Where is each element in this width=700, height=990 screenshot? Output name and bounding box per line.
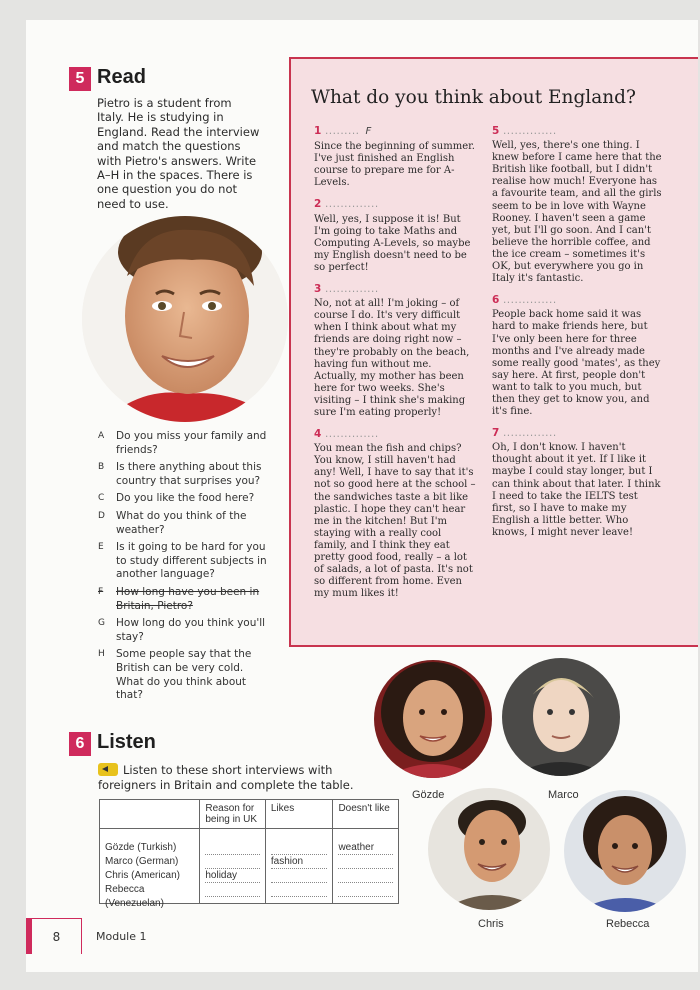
answer-blank[interactable]: ......... F [324, 125, 372, 137]
dislikes-entry[interactable] [338, 883, 393, 897]
rebecca-photo [564, 790, 686, 912]
question-letter: H [98, 649, 105, 660]
question-letter: A [98, 431, 105, 441]
question-list [98, 430, 268, 707]
gozde-caption: Gözde [412, 789, 445, 801]
question-item [98, 541, 268, 582]
table-header-cell: Doesn't like [333, 800, 399, 829]
answer-blank[interactable]: .............. [502, 125, 557, 137]
question-text: Do you like the food here? [116, 492, 255, 505]
answer-text: You mean the fish and chips? You know, I still haven't had any! Well, I have to say that it's not so good here at the school – the sandwiches taste a bit like plastic. I hope they can't hear me in the kitchen! But I'm staying with a really cool family, and I think they eat pretty good food, really – a lot of salads, a lot of pasta. It's not so different from home. Even my mum likes it! [314, 443, 476, 600]
reason-entry[interactable] [205, 883, 260, 897]
answer-number-label: 2 [314, 198, 322, 211]
section-5-title: Read [97, 66, 146, 88]
person-name: Rebecca (Venezuelan) [105, 884, 164, 909]
table-dislikes-cell [333, 829, 399, 904]
pietro-portrait-image [82, 216, 288, 422]
marco-photo [502, 658, 620, 776]
question-item [98, 648, 268, 702]
question-letter: D [98, 510, 105, 521]
question-item [98, 430, 268, 457]
page-number: 8 [32, 918, 82, 954]
audio-speaker-icon[interactable] [98, 763, 118, 776]
chris-caption: Chris [478, 918, 504, 930]
section-5-number: 5 [69, 67, 91, 91]
reading-title: What do you think about England? [311, 87, 636, 108]
table-header-cell: Likes [265, 800, 333, 829]
answer-blank[interactable]: .............. [324, 283, 379, 296]
reason-entry[interactable] [205, 855, 260, 869]
likes-entry[interactable] [271, 841, 328, 855]
answers-column-right [492, 125, 662, 548]
section-5-instructions: Pietro is a student from Italy. He is studying in England. Read the interview and match the questions with Pietro's answers. Write A–H in the spaces. There is one question you do not need to use. [97, 96, 260, 211]
question-item [98, 461, 268, 488]
section-6-number: 6 [69, 732, 91, 756]
answer-number [314, 283, 477, 295]
person-name: Chris (American) [105, 870, 181, 881]
rebecca-portrait-image [564, 790, 686, 912]
section-6-instructions-text: Listen to these short interviews with foreigners in Britain and complete the table. [98, 763, 354, 792]
pietro-photo [82, 216, 288, 422]
answer-number [492, 294, 662, 306]
dislikes-entry[interactable]: weather [338, 841, 393, 855]
module-label: Module 1 [96, 930, 147, 943]
reason-entry[interactable] [205, 841, 260, 855]
question-letter: F [98, 586, 104, 597]
answer-text: No, not at all! I'm joking – of course I do. It's very difficult when I think about what my friends are doing right now – they're probably on the beach, having fun without me. Actually, my mother has been here for two weeks. She's visiting – I think she's making sure I'm eating properly! [314, 298, 470, 418]
answer-text: People back home said it was hard to make friends here, but I've only been here for three months and I've already made some really good 'mates', as they say here. At first, people don't want to talk to you much, but then they get to know you, and it's fine. [492, 309, 661, 418]
section-6-title: Listen [97, 731, 156, 753]
answer-text: Since the beginning of summer. I've just finished an English course to prepare me for A-Levels. [314, 141, 475, 189]
answer-blank[interactable]: .............. [502, 294, 557, 307]
likes-entry[interactable] [271, 883, 328, 897]
question-text: Some people say that the British can be very cold. What do you think about that? [116, 648, 252, 702]
reading-box [289, 57, 698, 647]
answer-text: Well, yes, there's one thing. I knew before I came here that the British like football, but I didn't realise how much! Everyone has a favourite team, and all the girls seem to be in love with Wayne Rooney. I haven't seen a game yet, but I'll go soon. And I can't believe the horrible coffee, and the ice cream – sometimes it's OK, but everywhere you go in Italy it's fantastic. [492, 140, 662, 285]
question-item [98, 510, 268, 537]
table-header-cell: Reason for being in UK [200, 800, 266, 829]
answer-number-label: 1 [314, 125, 322, 137]
answer-number [314, 198, 477, 210]
question-letter: B [98, 462, 105, 473]
answer-blank[interactable]: .............. [324, 198, 379, 211]
marco-portrait-image [502, 658, 620, 776]
table-reason-cell [200, 829, 266, 904]
likes-entry[interactable]: fashion [271, 855, 328, 869]
question-text: Is it going to be hard for you to study different subjects in another language? [116, 541, 267, 581]
question-letter: E [98, 542, 104, 553]
reason-entry[interactable]: holiday [205, 869, 260, 883]
answer-number-label: 5 [492, 125, 500, 137]
question-text: How long do you think you'll stay? [116, 617, 266, 643]
table-body-row [100, 829, 399, 904]
answer-number-label: 6 [492, 294, 500, 307]
answer-text: Oh, I don't know. I haven't thought about it yet. If I like it maybe I could stay longer, but I can think about that later. I think I need to take the IELTS test first, so I have to make my English a little better. Who knows, I might never leave! [492, 442, 661, 538]
question-text: Do you miss your family and friends? [116, 430, 267, 456]
answer-blank[interactable]: .............. [502, 427, 557, 440]
person-name: Gözde (Turkish) [105, 842, 177, 853]
answer-filled-letter: F [365, 126, 372, 137]
answer-number-label: 3 [314, 283, 322, 296]
answer-number [492, 427, 662, 439]
question-letter: C [98, 493, 105, 504]
question-text: How long have you been in Britain, Pietro? [116, 585, 260, 612]
answer-text: Well, yes, I suppose it is! But I'm going to take Maths and Computing A-Levels, so maybe my English doesn't need to be so perfect! [314, 213, 471, 273]
chris-photo [428, 788, 550, 910]
chris-portrait-image [428, 788, 550, 910]
answer-blank[interactable]: .............. [324, 428, 379, 441]
answer-number [314, 125, 477, 138]
table-header-cell [100, 800, 200, 829]
section-6-instructions [98, 763, 368, 793]
question-item-used [98, 586, 268, 613]
question-letter: G [98, 618, 105, 629]
dislikes-entry[interactable] [338, 869, 393, 883]
answer-number [314, 428, 477, 440]
table-likes-cell [265, 829, 333, 904]
question-item [98, 617, 268, 644]
question-item [98, 492, 268, 506]
marco-caption: Marco [548, 789, 579, 801]
likes-entry[interactable] [271, 869, 328, 883]
person-name: Marco (German) [105, 856, 179, 867]
answer-number-label: 7 [492, 427, 500, 440]
table-header-row [100, 800, 399, 829]
listening-table [99, 799, 399, 909]
table-names-cell [100, 829, 200, 909]
gozde-portrait-image [374, 660, 492, 778]
gozde-photo [374, 660, 492, 778]
rebecca-caption: Rebecca [606, 918, 650, 930]
answer-number-label: 4 [314, 428, 322, 441]
answers-column-left [314, 125, 477, 609]
dislikes-entry[interactable] [338, 855, 393, 869]
question-text: What do you think of the weather? [116, 509, 247, 536]
page [26, 20, 698, 972]
answer-number [492, 125, 662, 137]
question-text: Is there anything about this country that surprises you? [116, 461, 262, 487]
